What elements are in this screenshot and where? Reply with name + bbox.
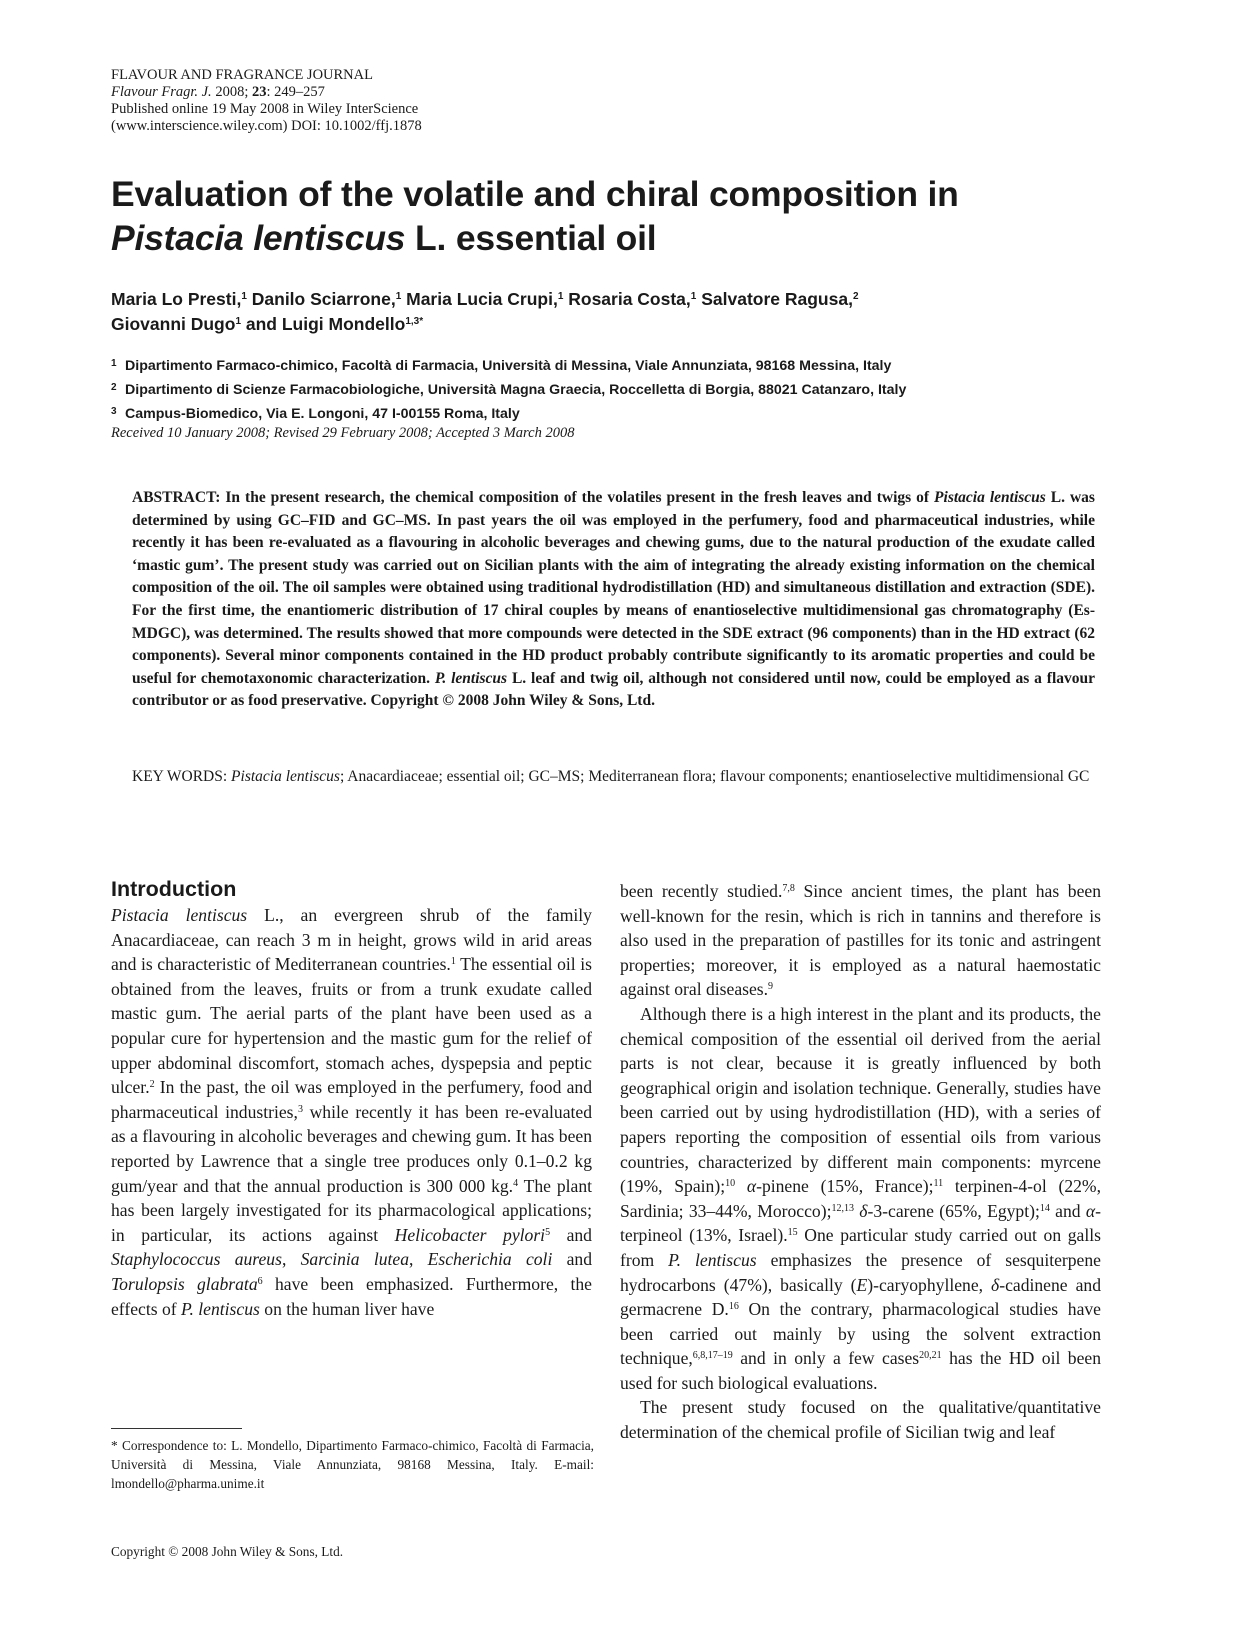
body-text: has the HD oil been used for such biological evaluations. bbox=[620, 1348, 1102, 1393]
species-name: P. lentiscus bbox=[181, 1298, 260, 1319]
author-affiliation-mark: 1,3* bbox=[405, 316, 424, 327]
section-heading-introduction: Introduction bbox=[111, 877, 237, 901]
author-name: Rosaria Costa, bbox=[563, 289, 691, 309]
body-text: have been emphasized. Furthermore, the effects of bbox=[111, 1273, 592, 1319]
body-text: In the past, the oil was employed in the perfumery, food and pharmaceutical industries, bbox=[111, 1077, 592, 1122]
title-line-2 bbox=[111, 216, 1151, 260]
body-text: Although there is a high interest in the plant and its products, the chemical composition of the essential oil derived from the aerial parts is not clear, because it is greatly influenced by both geographical origin and isolation technique. Generally, studies have been carried out by using hydrodistillation (HD), with a series of papers reporting the composition of essential oils from various countries, characterized by different main components: myrcene (19%, Spain); bbox=[620, 1003, 1101, 1197]
affiliation-item bbox=[111, 377, 1171, 401]
body-text: while recently it has been re-evaluated as a flavouring in alcoholic beverages and chewing gum. It has been reported by Lawrence that a single tree produces only 0.1–0.2 kg gum/year and that the annual production is 300 000 kg. bbox=[111, 1101, 592, 1196]
right-column bbox=[620, 879, 1101, 1445]
abstract bbox=[132, 487, 1095, 713]
citation-line bbox=[111, 84, 422, 101]
citation-pages: : 249–257 bbox=[266, 84, 325, 100]
affiliation-text: Campus-Biomedico, Via E. Longoni, 47 I-00155 Roma, Italy bbox=[125, 406, 520, 422]
author-list bbox=[111, 287, 1151, 337]
body-text: The essential oil is obtained from the leaves, fruits or from a trunk exudate called mastic gum. The aerial parts of the plant have been used as a popular cure for hypertension and the mastic gum for the relief of upper abdominal discomfort, stomach aches, dyspepsia and peptic ulcer. bbox=[111, 954, 592, 1098]
correspondence-footnote: * Correspondence to: L. Mondello, Dipartimento Farmaco-chimico, Facoltà di Farmacia, Università di Messina, Viale Annunziata, 98168 Messina, Italy. E-mail: lmondello@pharma.unime.it bbox=[111, 1438, 594, 1491]
abstract-text: In the present research, the chemical composition of the volatiles present in the fresh leaves and twigs of bbox=[220, 489, 935, 506]
intro-paragraph bbox=[620, 1395, 1101, 1444]
body-text: On the contrary, pharmacological studies have been carried out mainly by using the solvent extraction technique, bbox=[620, 1299, 1101, 1369]
species-name: Torulopsis glabrata bbox=[111, 1273, 258, 1294]
journal-abbrev: Flavour Fragr. J. bbox=[111, 84, 212, 100]
author-name: Maria Lucia Crupi, bbox=[401, 289, 558, 309]
author-affiliation-mark: 1 bbox=[235, 316, 242, 327]
author-name: Giovanni Dugo bbox=[111, 314, 236, 334]
greek-letter: δ bbox=[991, 1274, 1000, 1295]
keywords-species: Pistacia lentiscus bbox=[231, 768, 340, 785]
body-text: , bbox=[409, 1249, 428, 1270]
reference-mark: 11 bbox=[933, 1178, 944, 1190]
body-text: One particular study carried out on galls from bbox=[620, 1225, 1101, 1270]
left-column bbox=[111, 903, 592, 1321]
affiliation-number: 3 bbox=[111, 406, 117, 417]
affiliation-text: Dipartimento di Scienze Farmacobiologiche, Università Magna Graecia, Roccelletta di Borgia, 88021 Catanzaro, Italy bbox=[125, 382, 907, 398]
body-text: L., an evergreen shrub of the family Anacardiaceae, can reach 3 m in height, grows wild in arid areas and is characteristic of Mediterranean countries. bbox=[111, 905, 592, 975]
affiliation-text: Dipartimento Farmaco-chimico, Facoltà di Farmacia, Università di Messina, Viale Annunziata, 98168 Messina, Italy bbox=[125, 358, 892, 374]
reference-mark: 14 bbox=[1039, 1202, 1050, 1214]
body-text: -cadinene and germacrene D. bbox=[620, 1274, 1101, 1320]
greek-letter: α bbox=[1085, 1200, 1096, 1221]
species-name: Escherichia coli bbox=[427, 1249, 553, 1270]
author-affiliation-mark: 2 bbox=[852, 291, 859, 302]
body-text: -3-carene (65%, Egypt); bbox=[867, 1200, 1040, 1221]
abstract-text: L. leaf and twig oil, although not considered until now, could be employed as a flavour contributor or as food preservative. Copyright © 2008 John Wiley & Sons, Ltd. bbox=[132, 669, 1096, 710]
body-text: , bbox=[281, 1249, 301, 1270]
title-species: Pistacia lentiscus bbox=[111, 218, 406, 258]
intro-paragraph bbox=[620, 879, 1101, 1002]
species-name: P. lentiscus bbox=[668, 1249, 757, 1270]
abstract-text: L. was determined by using GC–FID and GC–MS. In past years the oil was employed in the perfumery, food and pharmaceutical industries, while recently it has been re-evaluated as a flavouring in alcoholic beverages and chewing gums, due to the natural production of the exudate called ‘mastic gum’. The present study was carried out on Sicilian plants with the aim of integrating the already existing information on the chemical composition of the oil. The oil samples were obtained using traditional hydrodistillation (HD) and simultaneous distillation and extraction (SDE). For the first time, the enantiomeric distribution of 17 chiral couples by means of enantioselective multidimensional gas chromatography (Es-MDGC), was determined. The results showed that more compounds were detected in the SDE extract (96 components) than in the HD extract (62 components). Several minor components contained in the HD product probably contribute significantly to its aromatic properties and could be useful for chemotaxonomic characterization. bbox=[132, 489, 1095, 687]
species-name: Helicobacter pylori bbox=[394, 1224, 546, 1245]
received-dates: Received 10 January 2008; Revised 29 February 2008; Accepted 3 March 2008 bbox=[111, 425, 575, 441]
keywords-label: KEY WORDS: bbox=[132, 768, 228, 785]
author-name: and Luigi Mondello bbox=[241, 314, 406, 334]
author-name: Danilo Sciarrone, bbox=[246, 289, 396, 309]
body-text: on the human liver have bbox=[259, 1298, 435, 1319]
abstract-species: P. lentiscus bbox=[434, 669, 508, 687]
footnote-divider bbox=[111, 1428, 242, 1429]
reference-mark: 12,13 bbox=[831, 1202, 854, 1214]
species-name: Sarcinia lutea bbox=[300, 1249, 409, 1270]
reference-mark: 5 bbox=[545, 1226, 551, 1238]
journal-header bbox=[111, 67, 422, 135]
reference-mark: 3 bbox=[297, 1103, 303, 1115]
species-name: Staphylococcus aureus bbox=[111, 1249, 282, 1270]
body-text: terpinen-4-ol (22%, Sardinia; 33–44%, Morocco); bbox=[620, 1176, 1101, 1221]
author-affiliation-mark: 1 bbox=[395, 291, 402, 302]
reference-mark: 9 bbox=[768, 981, 774, 993]
affiliation-number: 2 bbox=[111, 382, 117, 393]
body-text: The plant has been largely investigated for its pharmacological applications; in particular, its actions against bbox=[111, 1175, 593, 1245]
abstract-label: ABSTRACT: bbox=[132, 489, 221, 506]
body-text: -terpineol (13%, Israel). bbox=[620, 1200, 1102, 1246]
reference-mark: 7,8 bbox=[782, 883, 795, 894]
reference-mark: 4 bbox=[513, 1177, 519, 1189]
body-text: and in only a few cases bbox=[732, 1348, 920, 1369]
doi-line: (www.interscience.wiley.com) DOI: 10.1002/ffj.1878 bbox=[111, 118, 422, 134]
body-text: The present study focused on the qualitative/quantitative determination of the chemical profile of Sicilian twig and leaf bbox=[620, 1397, 1101, 1443]
intro-paragraph bbox=[111, 903, 592, 1321]
body-text: been recently studied. bbox=[620, 881, 783, 901]
reference-mark: 2 bbox=[149, 1079, 155, 1091]
reference-mark: 16 bbox=[728, 1301, 739, 1313]
affiliation-list bbox=[111, 353, 1171, 425]
body-text: -pinene (15%, France); bbox=[756, 1176, 934, 1197]
author-name: Maria Lo Presti, bbox=[111, 289, 242, 309]
reference-mark: 1 bbox=[450, 956, 456, 968]
journal-name: FLAVOUR AND FRAGRANCE JOURNAL bbox=[111, 67, 373, 83]
intro-paragraph bbox=[620, 1002, 1101, 1396]
published-line: Published online 19 May 2008 in Wiley InterScience bbox=[111, 101, 419, 117]
greek-letter: δ bbox=[853, 1200, 868, 1221]
body-text: and bbox=[552, 1249, 592, 1270]
title-line-1: Evaluation of the volatile and chiral composition in bbox=[111, 174, 959, 214]
body-text: and bbox=[550, 1224, 592, 1245]
reference-mark: 6 bbox=[257, 1275, 263, 1287]
reference-mark: 20,21 bbox=[919, 1350, 942, 1362]
body-text: emphasizes the presence of sesquiterpene hydrocarbons (47%), basically ( bbox=[620, 1249, 1101, 1295]
author-affiliation-mark: 1 bbox=[241, 291, 247, 302]
paper-title bbox=[111, 172, 1151, 260]
citation-year: 2008; bbox=[211, 84, 252, 100]
affiliation-item bbox=[111, 353, 1171, 377]
body-text: Since ancient times, the plant has been well-known for the resin, which is rich in tannins and therefore is also used in the preparation of pastilles for its tonic and astringent properties; moreover, it is employed as a natural haemostatic against oral diseases. bbox=[620, 881, 1102, 1000]
author-affiliation-mark: 1 bbox=[690, 291, 697, 302]
reference-mark: 15 bbox=[787, 1227, 798, 1239]
keywords-rest: ; Anacardiaceae; essential oil; GC–MS; Mediterranean flora; flavour components; enantioselective multidimensional GC bbox=[339, 768, 1090, 785]
species-name: Pistacia lentiscus bbox=[111, 905, 248, 925]
author-name: Salvatore Ragusa, bbox=[696, 289, 853, 309]
stereo-descriptor: E bbox=[856, 1274, 868, 1295]
abstract-species: Pistacia lentiscus bbox=[934, 489, 1046, 506]
greek-letter: α bbox=[735, 1176, 757, 1197]
citation-volume: 23 bbox=[251, 84, 267, 100]
affiliation-number: 1 bbox=[111, 358, 117, 369]
reference-mark: 10 bbox=[725, 1178, 736, 1190]
reference-mark: 6,8,17–19 bbox=[692, 1350, 733, 1362]
affiliation-item bbox=[111, 401, 1171, 425]
keywords bbox=[132, 766, 1095, 789]
body-text: and bbox=[1049, 1200, 1086, 1221]
page-copyright: Copyright © 2008 John Wiley & Sons, Ltd. bbox=[111, 1544, 344, 1559]
author-affiliation-mark: 1 bbox=[557, 291, 564, 302]
title-rest: L. essential oil bbox=[405, 218, 657, 258]
body-text: )-caryophyllene, bbox=[867, 1274, 992, 1295]
